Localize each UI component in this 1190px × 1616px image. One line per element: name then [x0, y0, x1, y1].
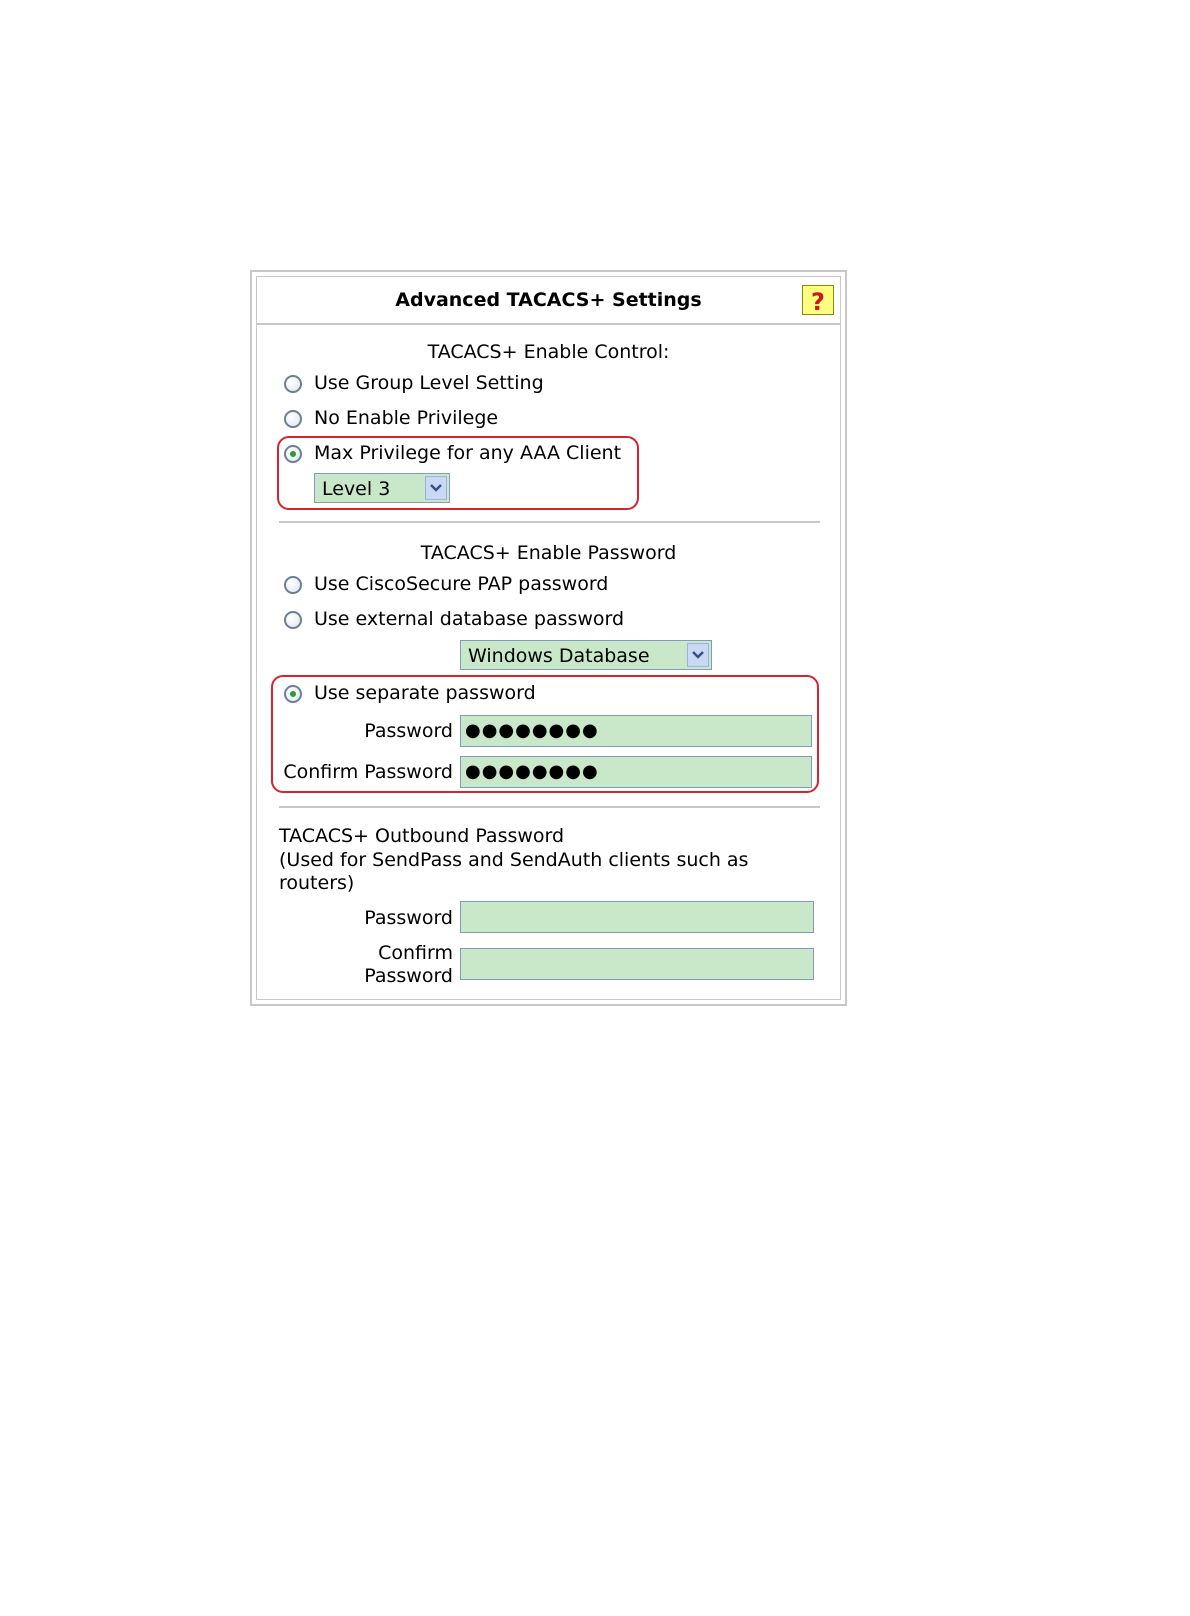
- radio-separate-password[interactable]: [284, 685, 302, 703]
- radio-use-group-level-label: Use Group Level Setting: [314, 372, 544, 394]
- database-select-value: Windows Database: [468, 645, 650, 667]
- svg-text:?: ?: [811, 288, 825, 314]
- outbound-password-label: Password: [364, 907, 453, 929]
- enable-password-label: Password: [364, 720, 453, 742]
- chevron-down-icon: [687, 643, 709, 667]
- radio-no-enable-privilege[interactable]: [284, 410, 302, 428]
- enable-password-input[interactable]: [460, 715, 812, 747]
- enable-confirm-password-value: ●●●●●●●●: [465, 761, 599, 782]
- radio-external-database-label: Use external database password: [314, 608, 625, 630]
- level-select[interactable]: [314, 473, 450, 503]
- level-select-value: Level 3: [322, 478, 391, 500]
- section-divider: [279, 806, 820, 808]
- outbound-confirm-label-line2: Password: [364, 965, 453, 987]
- radio-no-enable-privilege-label: No Enable Privilege: [314, 407, 499, 429]
- enable-confirm-password-label: Confirm Password: [283, 761, 453, 783]
- outbound-confirm-password-input[interactable]: [460, 948, 814, 980]
- radio-external-database[interactable]: [284, 611, 302, 629]
- radio-use-group-level[interactable]: [284, 375, 302, 393]
- outbound-password-title: TACACS+ Outbound Password: [279, 825, 565, 847]
- enable-password-title: TACACS+ Enable Password: [420, 542, 677, 564]
- help-button[interactable]: [802, 285, 834, 315]
- help-question-icon: [803, 286, 833, 314]
- radio-separate-password-label: Use separate password: [314, 682, 536, 704]
- outbound-confirm-label-line1: Confirm: [378, 942, 453, 964]
- section-divider: [279, 521, 820, 523]
- outbound-password-input[interactable]: [460, 901, 814, 933]
- enable-control-title: TACACS+ Enable Control:: [427, 341, 670, 363]
- enable-confirm-password-input[interactable]: [460, 756, 812, 788]
- panel-header: [257, 277, 840, 325]
- outbound-password-description-line1: (Used for SendPass and SendAuth clients such as: [279, 849, 749, 871]
- outbound-password-description-line2: routers): [279, 872, 355, 894]
- radio-ciscosecure-pap[interactable]: [284, 576, 302, 594]
- radio-max-privilege-label: Max Privilege for any AAA Client: [314, 442, 622, 464]
- chevron-down-icon: [425, 476, 447, 500]
- panel-body: [256, 276, 841, 1000]
- advanced-tacacs-settings-panel: [250, 270, 847, 1006]
- database-select[interactable]: [460, 640, 712, 670]
- panel-title: Advanced TACACS+ Settings: [395, 289, 702, 311]
- enable-password-value: ●●●●●●●●: [465, 720, 599, 741]
- radio-max-privilege[interactable]: [284, 445, 302, 463]
- radio-ciscosecure-pap-label: Use CiscoSecure PAP password: [314, 573, 609, 595]
